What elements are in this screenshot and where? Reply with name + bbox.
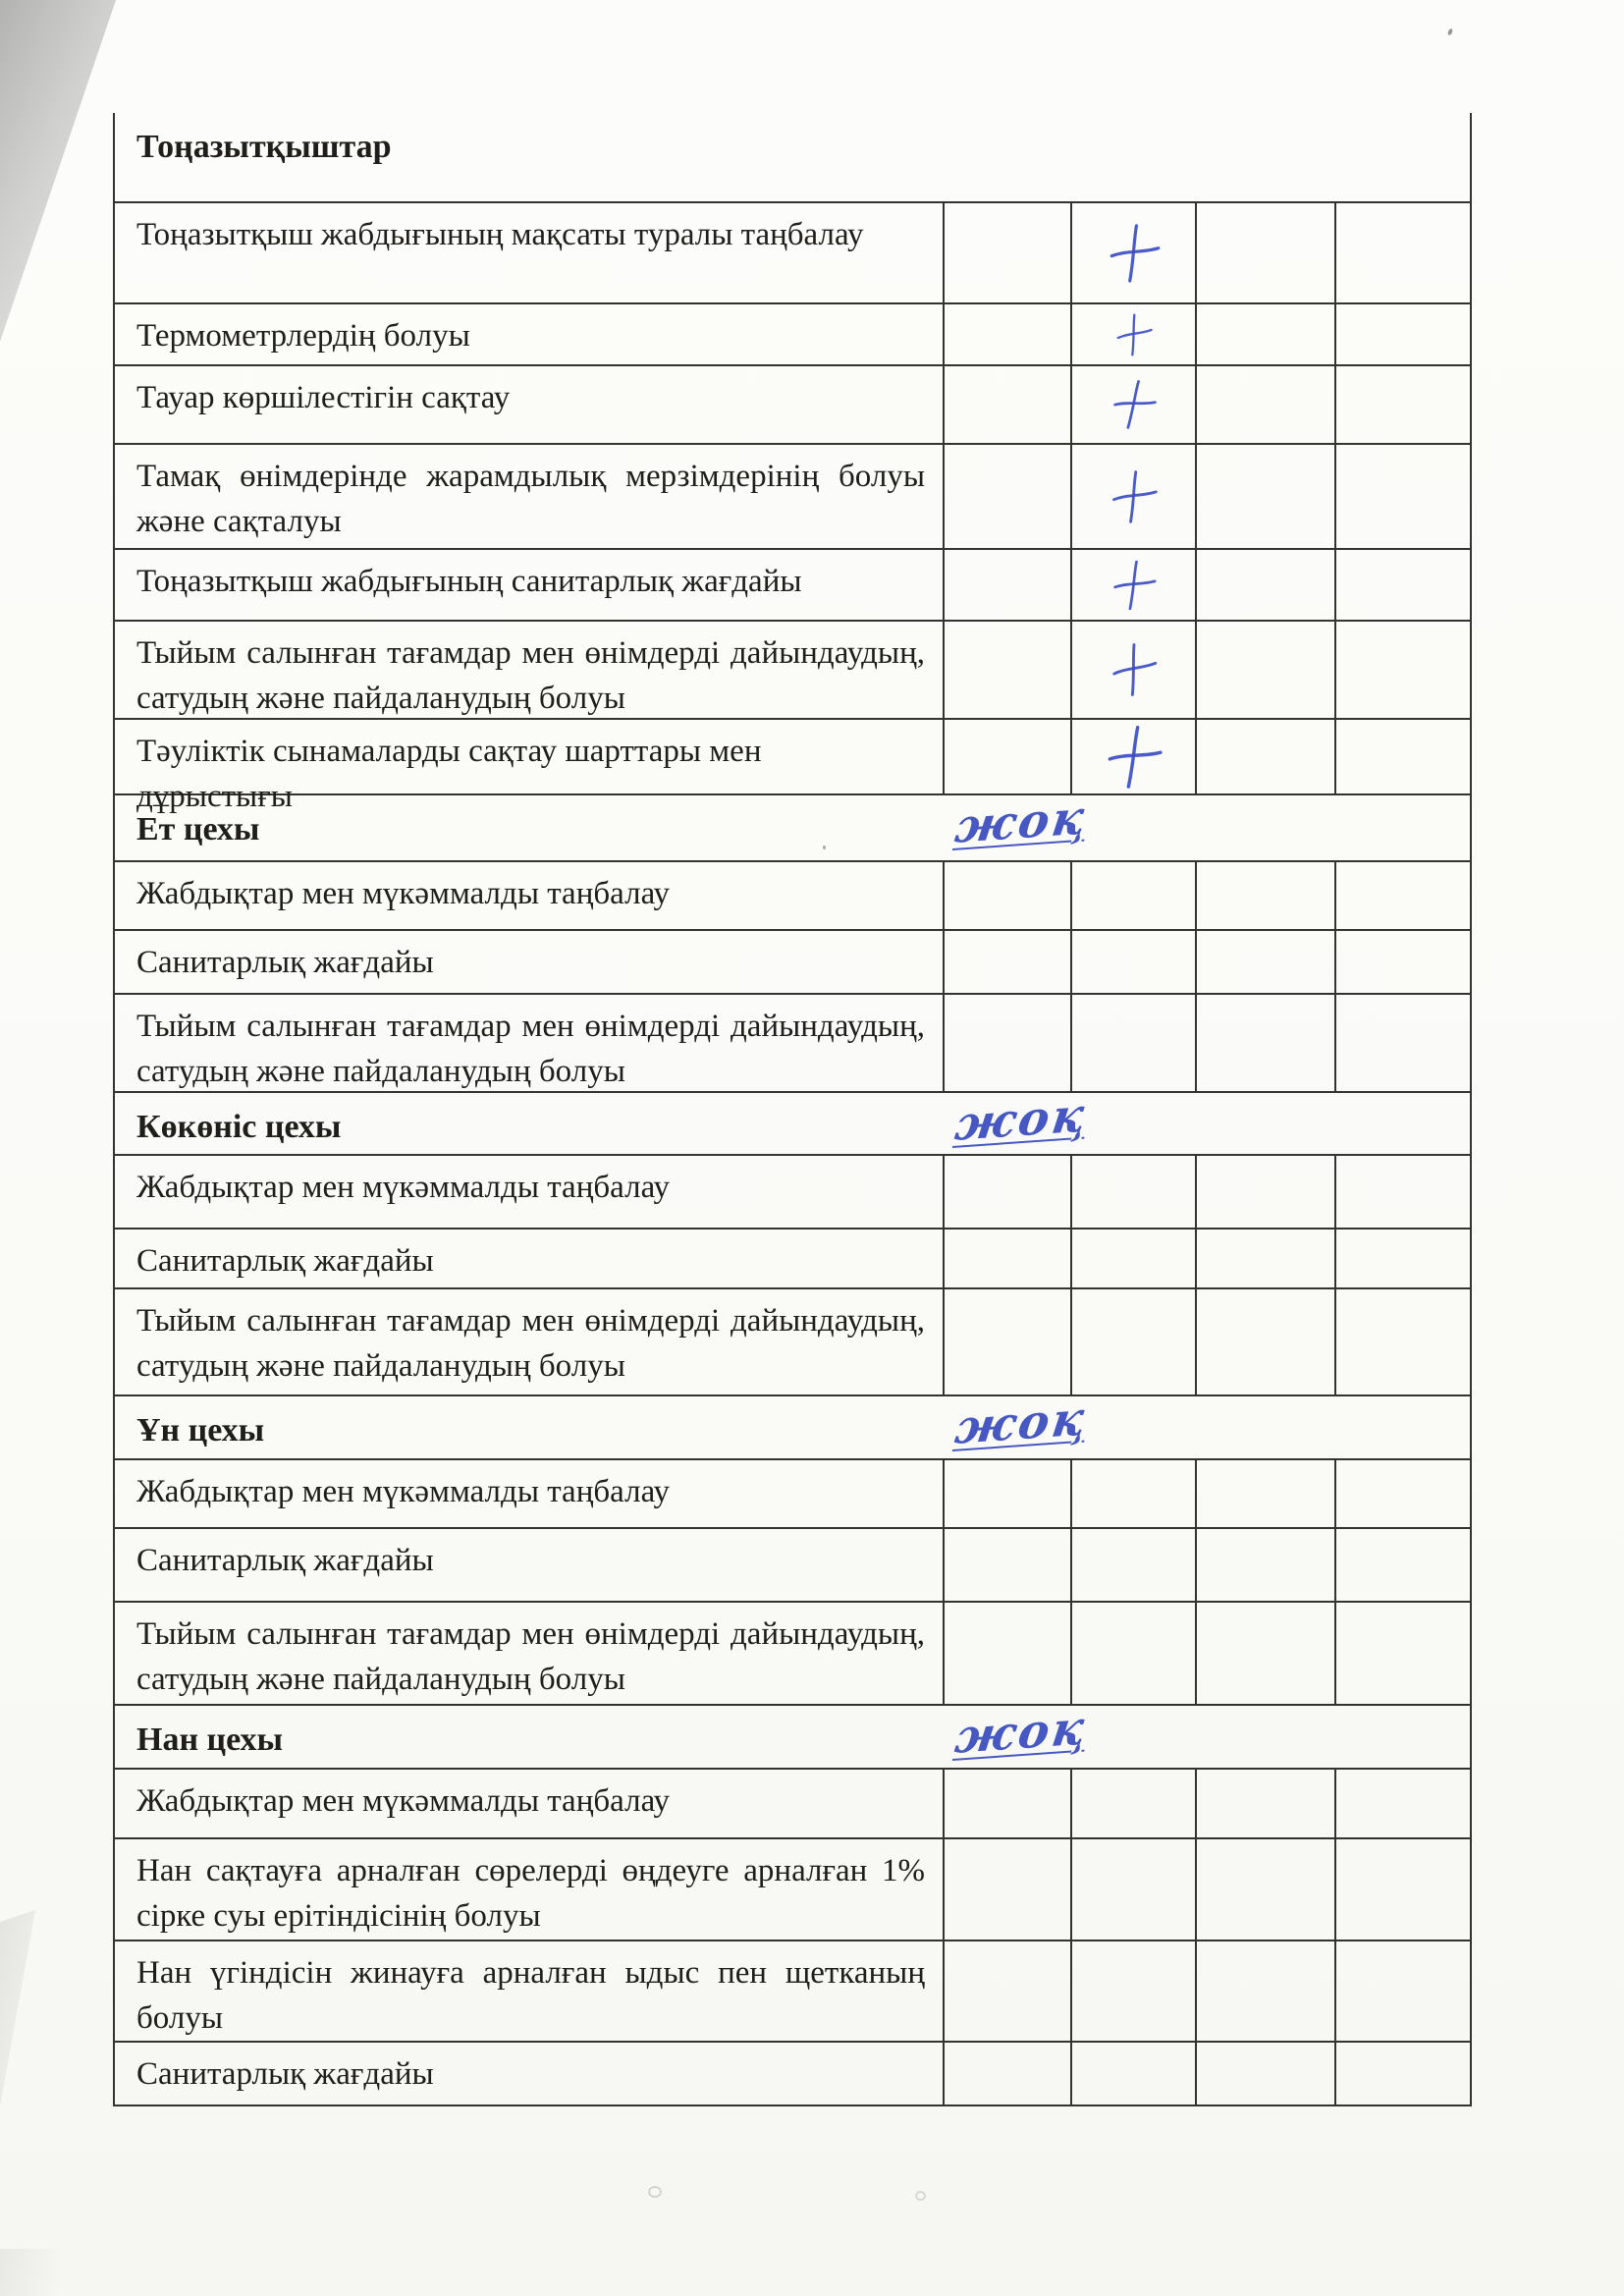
check-cell [1195,1603,1334,1704]
check-cell [1070,2043,1195,2105]
section-row-un-tsehy [115,1391,1470,1460]
check-cell [1070,304,1195,364]
check-cell [1334,1156,1470,1228]
page-fold-artifact [0,2249,59,2296]
check-cell [943,1603,1070,1704]
table-row [115,1941,1470,2043]
check-cell [1334,1839,1470,1940]
check-cell [943,720,1070,793]
check-cell [1195,931,1334,993]
check-cell [1070,1839,1195,1940]
section-title: Ет цехы [136,811,260,847]
check-cell [943,550,1070,620]
check-cell [1195,366,1334,443]
section-row-tonazytkyshtar [115,113,1470,203]
row-label: Санитарлық жағдайы [136,1243,434,1279]
row-label: Тауар көршілестігін сақтау [136,380,511,415]
table-row [115,203,1470,304]
section-title: Көкөніс цехы [136,1109,342,1145]
check-cell [943,995,1070,1091]
handwritten-plus-icon [1104,220,1164,286]
row-label: Тыйым салынған тағамдар мен өнімдерді дайындаудың, сатудың және пайдаланудың болуы [136,1303,925,1384]
table-row [115,1289,1470,1396]
row-label: Нан сақтауға арналған сөрелерді өңдеуге арналған 1% сірке суы ерітіндісінің болуы [136,1853,925,1934]
check-cell [1334,1230,1470,1287]
check-cell [1195,445,1334,548]
table-row [115,1230,1470,1289]
section-row-nan-tsehy [115,1700,1470,1770]
check-cell [1195,1770,1334,1837]
row-label: Тәуліктік сынамаларды сақтау шарттары мен дұрыстығы [136,734,762,814]
check-cell [1334,304,1470,364]
check-cell [1334,995,1470,1091]
table-row [115,445,1470,550]
check-cell [1334,550,1470,620]
check-cell [1334,366,1470,443]
row-label: Тоңазытқыш жабдығының санитарлық жағдайы [136,564,802,599]
check-cell [1334,203,1470,302]
check-cell [1195,1289,1334,1394]
check-cell [1070,550,1195,620]
check-cell [1334,2043,1470,2105]
section-row-et-tsehy [115,790,1470,862]
check-cell [1195,995,1334,1091]
row-label: Нан үгіндісін жинауға арналған ыдыс пен щетканың болуы [136,1955,925,2036]
row-label: Санитарлық жағдайы [136,945,434,980]
check-cell [1195,304,1334,364]
check-cell [1195,720,1334,793]
check-cell [1070,622,1195,718]
check-cell [1334,1941,1470,2041]
table-row [115,1839,1470,1941]
check-cell [943,1941,1070,2041]
check-cell [1195,1460,1334,1527]
row-label: Термометрлердің болуы [136,318,470,354]
section-row-kokonis-tsehy [115,1087,1470,1156]
check-cell [1195,203,1334,302]
check-cell [1195,550,1334,620]
table-row [115,304,1470,366]
check-cell [1334,931,1470,993]
check-cell [1070,1156,1195,1228]
check-cell [943,304,1070,364]
check-cell [1334,1529,1470,1601]
handwritten-plus-icon [1100,720,1166,793]
check-cell [1334,720,1470,793]
section-title: Тоңазытқыштар [136,129,392,165]
handwritten-note: жоқ [951,1700,1092,1766]
handwritten-plus-icon [1107,640,1160,698]
row-label: Тоңазытқыш жабдығының мақсаты туралы таңбалау [136,217,864,252]
check-cell [943,2043,1070,2105]
check-cell [1195,1230,1334,1287]
check-cell [1070,1460,1195,1527]
row-label: Жабдықтар мен мүкәммалды таңбалау [136,1783,671,1819]
table-row [115,2043,1470,2106]
check-cell [1195,622,1334,718]
check-cell [1334,1603,1470,1704]
scan-speck [1447,27,1454,35]
check-cell [943,1770,1070,1837]
check-cell [1334,1289,1470,1394]
table-row [115,931,1470,995]
table-row [115,1460,1470,1529]
row-label: Жабдықтар мен мүкәммалды таңбалау [136,876,671,911]
check-cell [1070,995,1195,1091]
row-label: Тамақ өнімдерінде жарамдылық мерзімдерінің болуы және сақталуы [136,459,925,539]
check-cell [1070,1529,1195,1601]
check-cell [1334,1770,1470,1837]
table-row [115,1603,1470,1706]
section-title: Ұн цехы [136,1412,265,1449]
check-cell [1070,203,1195,302]
check-cell [943,1289,1070,1394]
table-row [115,720,1470,814]
row-label: Тыйым салынған тағамдар мен өнімдерді дайындаудың, сатудың және пайдаланудың болуы [136,1616,925,1697]
row-label: Тыйым салынған тағамдар мен өнімдерді дайындаудың, сатудың және пайдаланудың болуы [136,635,925,716]
check-cell [943,445,1070,548]
scan-speck [648,2186,662,2198]
scan-speck [915,2191,926,2201]
handwritten-plus-icon [1107,467,1160,525]
check-cell [1070,1770,1195,1837]
page-fold-artifact [0,0,116,342]
table-row [115,1770,1470,1839]
checklist-table [113,113,1472,2106]
section-title: Нан цехы [136,1722,284,1758]
check-cell [1070,931,1195,993]
table-row [115,366,1470,445]
row-label: Тыйым салынған тағамдар мен өнімдерді дайындаудың, сатудың және пайдаланудың болуы [136,1009,925,1089]
handwritten-plus-icon [1106,374,1162,434]
check-cell [1070,720,1195,793]
check-cell [1070,1289,1195,1394]
table-row [115,995,1470,1093]
handwritten-note: жоқ [951,1391,1092,1456]
check-cell [1195,862,1334,929]
table-row [115,1529,1470,1603]
table-row [115,622,1470,720]
row-label: Санитарлық жағдайы [136,2056,434,2092]
handwritten-note: жоқ [951,790,1092,855]
check-cell [943,862,1070,929]
check-cell [1070,1941,1195,2041]
check-cell [1195,1839,1334,1940]
check-cell [943,931,1070,993]
check-cell [1195,1941,1334,2041]
check-cell [1334,622,1470,718]
row-label: Жабдықтар мен мүкәммалды таңбалау [136,1474,671,1509]
check-cell [1195,1156,1334,1228]
check-cell [1070,1230,1195,1287]
table-row [115,862,1470,931]
check-cell [943,1839,1070,1940]
check-cell [1195,2043,1334,2105]
check-cell [943,622,1070,718]
check-cell [943,366,1070,443]
check-cell [1070,862,1195,929]
check-cell [1070,366,1195,443]
handwritten-plus-icon [1112,311,1155,357]
check-cell [1334,445,1470,548]
check-cell [1334,1460,1470,1527]
handwritten-note: жоқ [951,1087,1092,1153]
check-cell [1195,1529,1334,1601]
check-cell [943,1156,1070,1228]
table-row [115,1156,1470,1230]
check-cell [1070,1603,1195,1704]
check-cell [943,1460,1070,1527]
handwritten-plus-icon [1108,557,1160,614]
check-cell [943,1529,1070,1601]
check-cell [943,203,1070,302]
check-cell [1334,862,1470,929]
check-cell [1070,445,1195,548]
row-label: Санитарлық жағдайы [136,1543,434,1578]
check-cell [943,1230,1070,1287]
row-label: Жабдықтар мен мүкәммалды таңбалау [136,1170,671,1205]
page-fold-artifact [0,1910,35,2106]
table-row [115,550,1470,622]
